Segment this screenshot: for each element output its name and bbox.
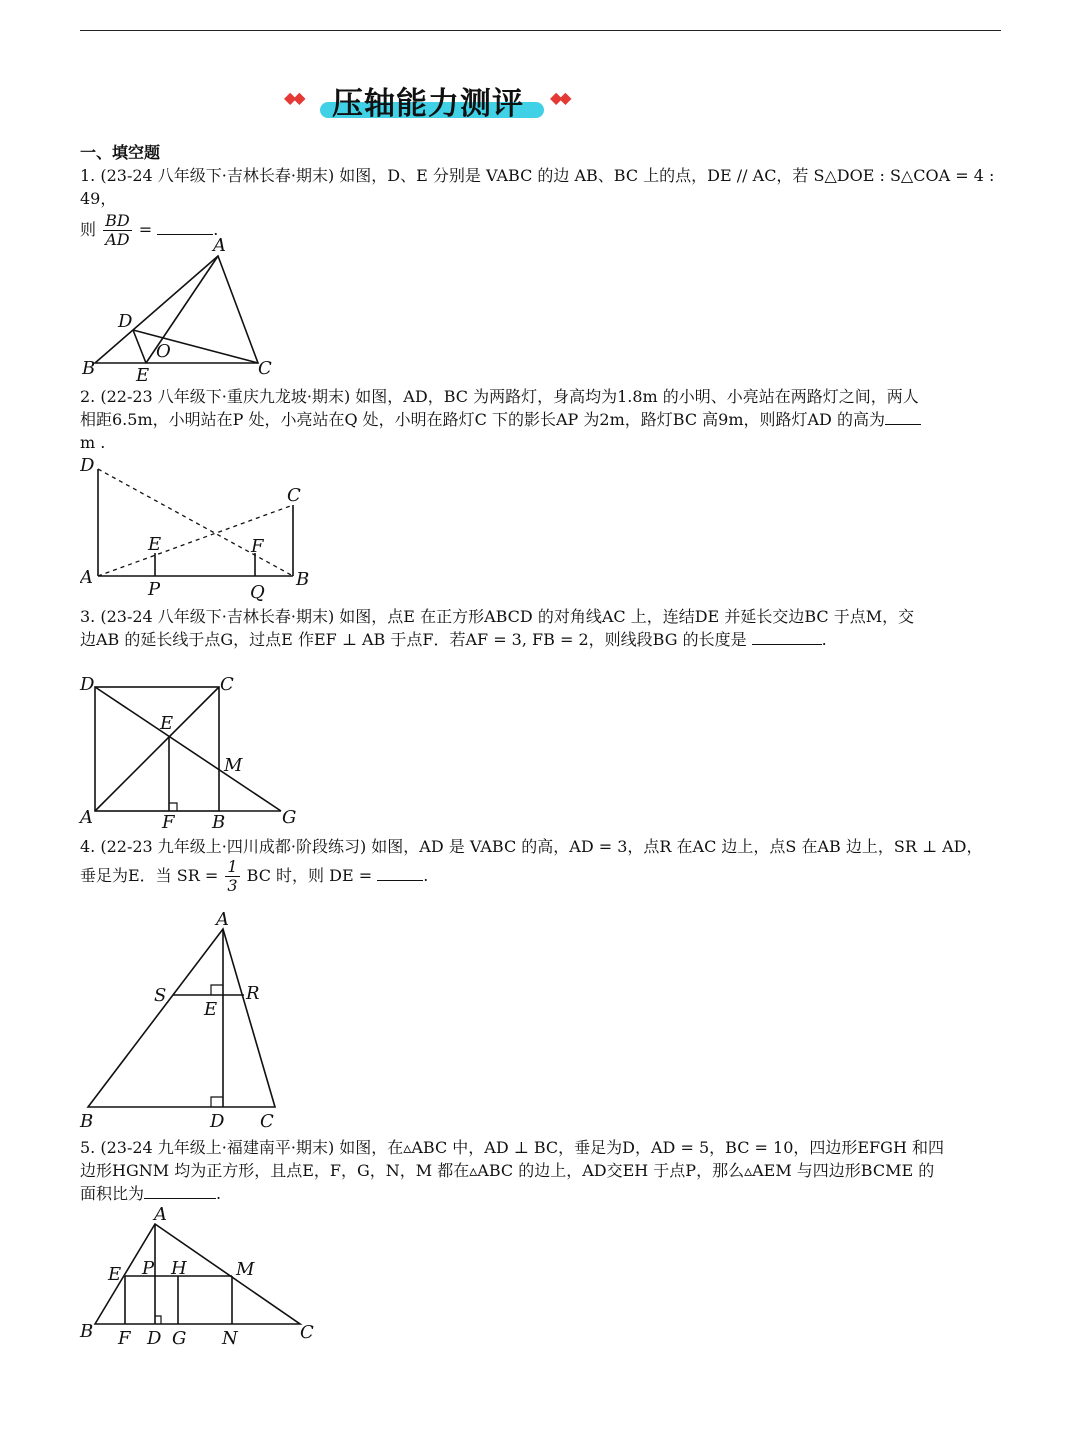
label-b: B [296, 569, 310, 590]
diamond-decor-right-icon: ◆◆ [550, 88, 569, 107]
label-p: P [148, 579, 161, 600]
label-g: G [282, 807, 297, 828]
page-title: 压轴能力测评 [332, 86, 524, 122]
title-banner [284, 78, 584, 122]
fraction-denominator: 3 [227, 876, 238, 895]
answer-blank-3[interactable] [752, 630, 822, 645]
right-angle-mark-e [211, 985, 223, 995]
label-p: P [142, 1258, 155, 1279]
diamond-decor-left-icon: ◆◆ [284, 88, 303, 107]
question-5-line1: 5. (23-24 九年级上·福建南平·期末) 如图，在▵ABC 中，AD ⊥ BC，垂足为D，AD = 5，BC = 10，四边形EFGH 和四 [80, 1138, 944, 1157]
question-2 [80, 385, 1005, 454]
question-5 [80, 1136, 1005, 1205]
answer-blank-1[interactable] [157, 220, 213, 235]
question-2-line3: m . [80, 433, 106, 452]
answer-blank-4[interactable] [377, 866, 423, 881]
question-3-line1: 3. (23-24 八年级下·吉林长春·期末) 如图，点E 在正方形ABCD 的对角线AC 上，连结DE 并延长交边BC 于点M，交 [80, 607, 915, 626]
section-heading: 一、填空题 [80, 143, 161, 162]
label-b: B [82, 358, 96, 379]
question-1-end: . [213, 220, 219, 239]
triangle-abc [88, 929, 275, 1107]
label-a: A [80, 567, 93, 588]
figure-5 [78, 1204, 328, 1354]
question-2-line1: 2. (22-23 八年级下·重庆九龙坡·期末) 如图，AD，BC 为两路灯，身高均为1.8m 的小明、小亮站在两路灯之间，两人 [80, 387, 919, 406]
label-c: C [220, 674, 234, 695]
label-d: D [80, 674, 95, 695]
header-rule [80, 30, 1001, 31]
label-d: D [147, 1328, 162, 1349]
label-e: E [108, 1264, 122, 1285]
label-a: A [154, 1204, 167, 1225]
question-4-fraction [225, 858, 239, 895]
question-1-equals: = [138, 220, 153, 239]
label-a: A [213, 235, 226, 256]
label-f: F [118, 1328, 131, 1349]
shadow-line-db [98, 469, 293, 576]
label-d: D [210, 1111, 225, 1132]
question-1-prefix: 则 [80, 220, 97, 239]
question-3-end: . [821, 630, 827, 649]
question-4 [80, 835, 1005, 895]
label-e: E [160, 713, 174, 734]
label-c: C [260, 1111, 274, 1132]
figure-4 [78, 905, 298, 1135]
label-b: B [80, 1111, 94, 1132]
figure-2 [80, 455, 330, 605]
line-dg [95, 687, 281, 811]
right-angle-mark [155, 1316, 161, 1324]
figure-1 [80, 234, 280, 384]
label-c: C [300, 1322, 314, 1343]
right-angle-mark-d [211, 1097, 223, 1107]
label-m: M [224, 755, 243, 776]
fraction-numerator: BD [105, 211, 130, 230]
label-a: A [80, 807, 93, 828]
question-5-end: . [216, 1184, 222, 1203]
question-5-line3: 面积比为 [80, 1184, 145, 1203]
label-n: N [222, 1328, 238, 1349]
label-m: M [236, 1259, 255, 1280]
label-r: R [246, 983, 260, 1004]
fraction-denominator: AD [105, 230, 130, 249]
question-1-line1: 1. (23-24 八年级下·吉林长春·期末) 如图，D、E 分别是 VABC 的边 AB、BC 上的点，DE // AC，若 S△DOE : S△COA = 4 : 49， [80, 166, 995, 208]
diagonal-ac [95, 687, 219, 811]
shadow-line-ac [98, 505, 293, 576]
question-3 [80, 605, 1005, 651]
label-f: F [251, 536, 264, 557]
triangle-abc [95, 256, 258, 363]
label-c: C [258, 358, 272, 379]
label-d: D [80, 455, 95, 476]
question-3-line2: 边AB 的延长线于点G，过点E 作EF ⊥ AB 于点F．若AF = 3, FB = 2，则线段BG 的长度是 [80, 630, 747, 649]
label-h: H [171, 1258, 187, 1279]
label-d: D [118, 311, 133, 332]
label-q: Q [250, 582, 265, 603]
fraction-numerator: 1 [227, 857, 238, 876]
label-o: O [156, 341, 171, 362]
question-4-prefix: 垂足为E．当 SR = [80, 866, 219, 885]
label-b: B [212, 812, 226, 832]
label-g: G [172, 1328, 187, 1349]
answer-blank-5[interactable] [144, 1184, 216, 1199]
question-4-mid: BC 时，则 DE = [246, 866, 373, 885]
question-4-end: . [423, 866, 429, 885]
right-angle-mark [169, 803, 177, 811]
question-2-line2: 相距6.5m，小明站在P 处，小亮站在Q 处，小明在路灯C 下的影长AP 为2m，路灯BC 高9m，则路灯AD 的高为 [80, 410, 885, 429]
label-b: B [80, 1321, 94, 1342]
label-e: E [136, 365, 150, 384]
segment-de [133, 330, 146, 363]
label-e: E [204, 999, 218, 1020]
label-f: F [162, 812, 175, 832]
answer-blank-2[interactable] [885, 410, 921, 425]
question-4-line1: 4. (22-23 九年级上·四川成都·阶段练习) 如图，AD 是 VABC 的高，AD = 3，点R 在AC 边上，点S 在AB 边上，SR ⊥ AD， [80, 837, 983, 856]
label-a: A [216, 909, 229, 930]
label-c: C [287, 485, 301, 506]
segment-dc [133, 330, 258, 363]
figure-3 [78, 672, 318, 832]
label-e: E [148, 534, 162, 555]
question-5-line2: 边形HGNM 均为正方形，且点E，F，G，N，M 都在▵ABC 的边上，AD交EH 于点P，那么▵AEM 与四边形BCME 的 [80, 1161, 935, 1180]
label-s: S [154, 985, 167, 1006]
